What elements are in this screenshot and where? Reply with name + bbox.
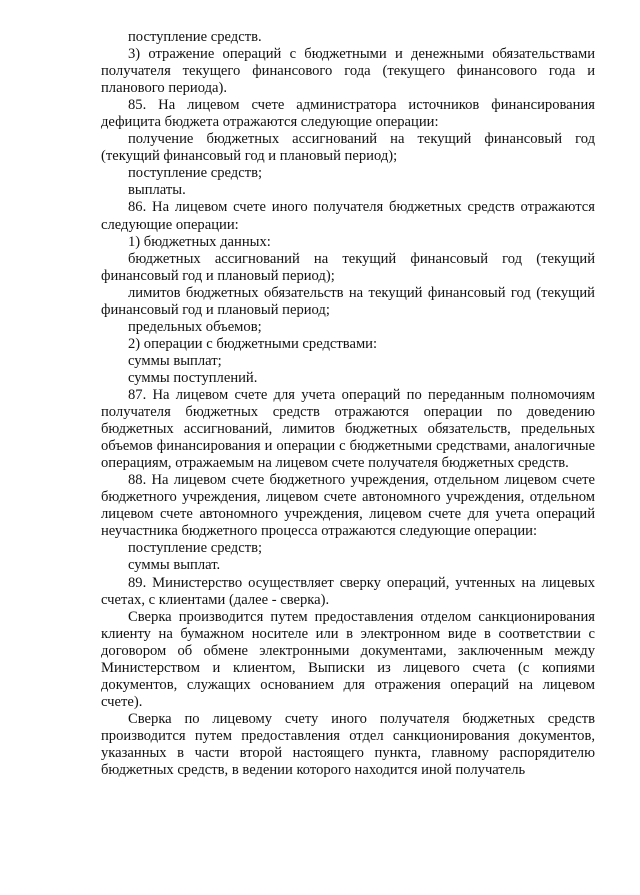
paragraph: суммы выплат; — [128, 352, 222, 369]
paragraph: Сверка по лицевому счету иного получателя бюджетных средств производится путем предоставления отдел санкционирования документов, указанных в части второй настоящего пункта, главному распорядителю бюджетных средств, в ведении которого находится иной получатель — [101, 710, 595, 779]
paragraph: поступление средств; — [128, 540, 263, 557]
paragraph: 3) отражение операций с бюджетными и денежными обязательствами получателя текущего финансового года (текущего финансового года и планового периода). — [101, 46, 595, 97]
paragraph: получение бюджетных ассигнований на текущий финансовый год (текущий финансовый год и плановый период); — [101, 131, 595, 165]
paragraph: суммы выплат. — [128, 557, 221, 574]
paragraph: 1) бюджетных данных: — [128, 233, 271, 250]
paragraph: 2) операции с бюджетными средствами: — [128, 335, 378, 352]
paragraph-89: 89. Министерство осуществляет сверку операций, учтенных на лицевых счетах, с клиентами (далее - сверка). — [101, 574, 595, 608]
paragraph: выплаты. — [128, 182, 186, 199]
paragraph: поступление средств; — [128, 165, 263, 182]
paragraph: поступление средств. — [128, 29, 262, 45]
document-page — [101, 29, 595, 779]
paragraph: суммы поступлений. — [128, 369, 258, 386]
paragraph: бюджетных ассигнований на текущий финансовый год (текущий финансовый год и плановый период); — [101, 250, 595, 284]
paragraph: лимитов бюджетных обязательств на текущий финансовый год (текущий финансовый год и плановый период; — [101, 284, 595, 318]
paragraph-88: 88. На лицевом счете бюджетного учреждения, отдельном лицевом счете бюджетного учреждения, лицевом счете автономного учреждения, отдельном лицевом счете автономного учреждения, лицевом счете для учета операций неучастника бюджетного процесса отражаются следующие операции: — [101, 472, 595, 540]
paragraph-86: 86. На лицевом счете иного получателя бюджетных средств отражаются следующие операции: — [101, 199, 595, 233]
paragraph: предельных объемов; — [128, 318, 262, 335]
paragraph-85: 85. На лицевом счете администратора источников финансирования дефицита бюджета отражаются следующие операции: — [101, 97, 595, 131]
paragraph: Сверка производится путем предоставления отделом санкционирования клиенту на бумажном носителе или в электронном виде в соответствии с договором об обмене электронными документами, заключенным между Министерством и клиентом, Выписки из лицевого счета (с копиями документов, служащих основанием для отражения операций на лицевом счете). — [101, 608, 595, 710]
paragraph-87: 87. На лицевом счете для учета операций по переданным полномочиям получателя бюджетных средств отражаются операции по доведению бюджетных ассигнований, лимитов бюджетных обязательств, предельных объемов финансирования и операции с бюджетными средствами, аналогичные операциям, отражаемым на лицевом счете получателя бюджетных средств. — [101, 386, 595, 472]
